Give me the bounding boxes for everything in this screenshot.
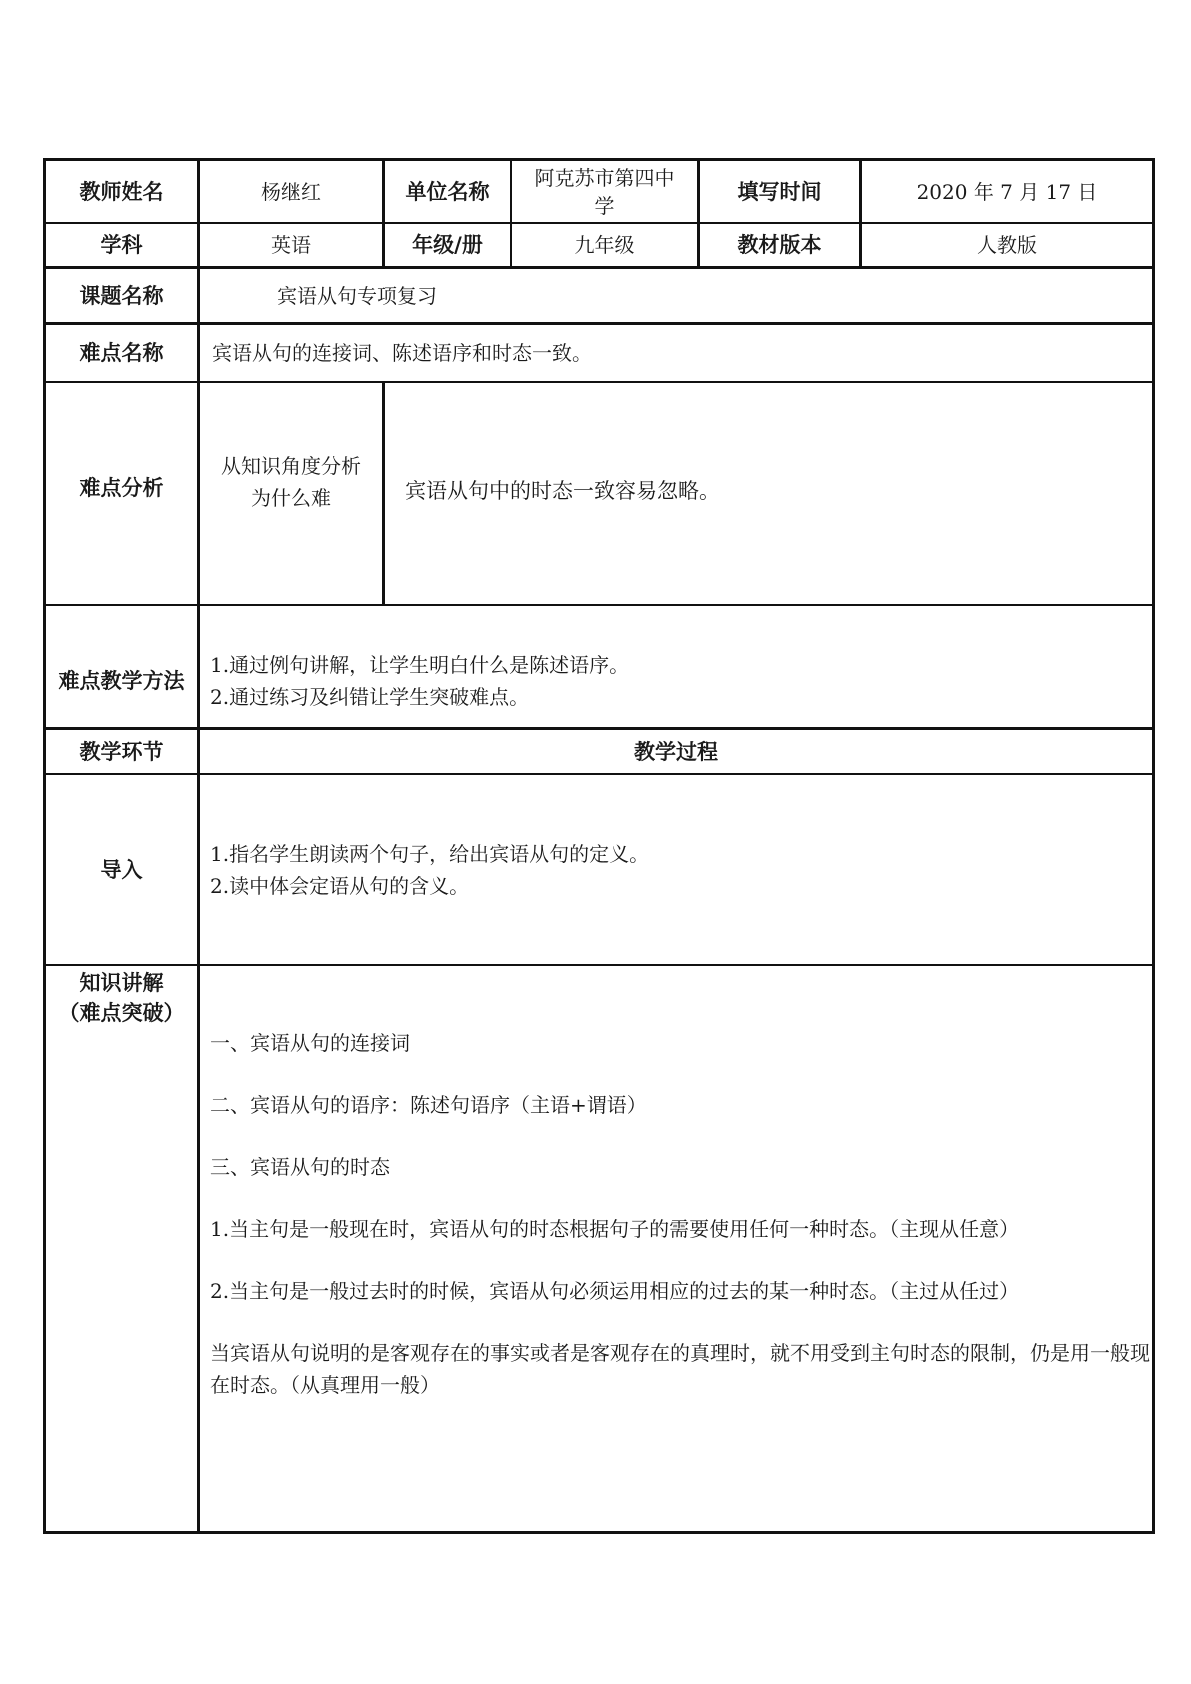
grid-line — [382, 381, 385, 605]
fill-date-value: 2020 年 7 月 17 日 — [916, 179, 1098, 204]
process-header: 教学过程 — [634, 739, 718, 764]
method-content — [210, 606, 1140, 727]
knowledge-paragraph: 三、宾语从句的时态 — [210, 1155, 390, 1179]
subject-label: 学科 — [100, 233, 143, 257]
edition-value: 人教版 — [977, 233, 1037, 257]
knowledge-content — [210, 1027, 1150, 1431]
knowledge-paragraph: 2.当主句是一般过去时的时候，宾语从句必须运用相应的过去的某一种时态。（主过从任过） — [210, 1279, 1020, 1303]
intro-line: 2.读中体会定语从句的含义。 — [210, 873, 470, 898]
intro-content — [210, 775, 1140, 964]
knowledge-paragraph: 1.当主句是一般现在时，宾语从句的时态根据句子的需要使用任何一种时态。（主现从任意） — [210, 1217, 1020, 1241]
teacher-name-label: 教师姓名 — [79, 179, 164, 204]
knowledge-paragraph: 当宾语从句说明的是客观存在的事实或者是客观存在的真理时，就不用受到主句时态的限制，仍是用一般现在时态。（从真理用一般） — [210, 1341, 1150, 1397]
fill-date-label: 填写时间 — [737, 179, 822, 204]
teacher-name-value: 杨继红 — [261, 179, 321, 204]
grade-value: 九年级 — [574, 233, 635, 257]
analysis-sub-label-line: 从知识角度分析 — [221, 453, 361, 478]
unit-name-label: 单位名称 — [405, 179, 490, 204]
knowledge-paragraph: 二、宾语从句的语序：陈述句语序（主语+谓语） — [210, 1093, 647, 1117]
subject-value: 英语 — [271, 233, 311, 257]
method-line: 2.通过练习及纠错让学生突破难点。 — [210, 684, 530, 709]
knowledge-label — [46, 966, 197, 1030]
unit-name-line: 阿克苏市第四中 — [534, 165, 675, 190]
topic-label: 课题名称 — [79, 283, 164, 308]
knowledge-label-line: 知识讲解 — [79, 971, 164, 995]
method-label: 难点教学方法 — [58, 668, 185, 693]
intro-line: 1.指名学生朗读两个句子，给出宾语从句的定义。 — [210, 841, 650, 866]
analysis-sub-label-line: 为什么难 — [251, 485, 331, 510]
difficulty-value: 宾语从句的连接词、陈述语序和时态一致。 — [212, 341, 592, 365]
grid-line — [1152, 158, 1155, 1534]
intro-label: 导入 — [100, 857, 143, 882]
grid-line — [43, 964, 1155, 966]
knowledge-paragraph: 一、宾语从句的连接词 — [210, 1031, 410, 1055]
grade-label: 年级/册 — [412, 233, 483, 257]
knowledge-label-line: （难点突破） — [58, 1001, 185, 1025]
topic-value: 宾语从句专项复习 — [277, 283, 437, 308]
method-line: 1.通过例句讲解，让学生明白什么是陈述语序。 — [210, 652, 630, 677]
grid-line — [43, 1531, 1155, 1534]
analysis-sub-label — [200, 383, 382, 604]
stage-header: 教学环节 — [79, 739, 164, 764]
edition-label: 教材版本 — [737, 233, 822, 257]
difficulty-label: 难点名称 — [79, 341, 164, 365]
unit-name-value — [512, 161, 697, 222]
analysis-value: 宾语从句中的时态一致容易忽略。 — [405, 478, 720, 503]
analysis-label: 难点分析 — [79, 475, 164, 500]
unit-name-line: 学 — [594, 193, 615, 218]
